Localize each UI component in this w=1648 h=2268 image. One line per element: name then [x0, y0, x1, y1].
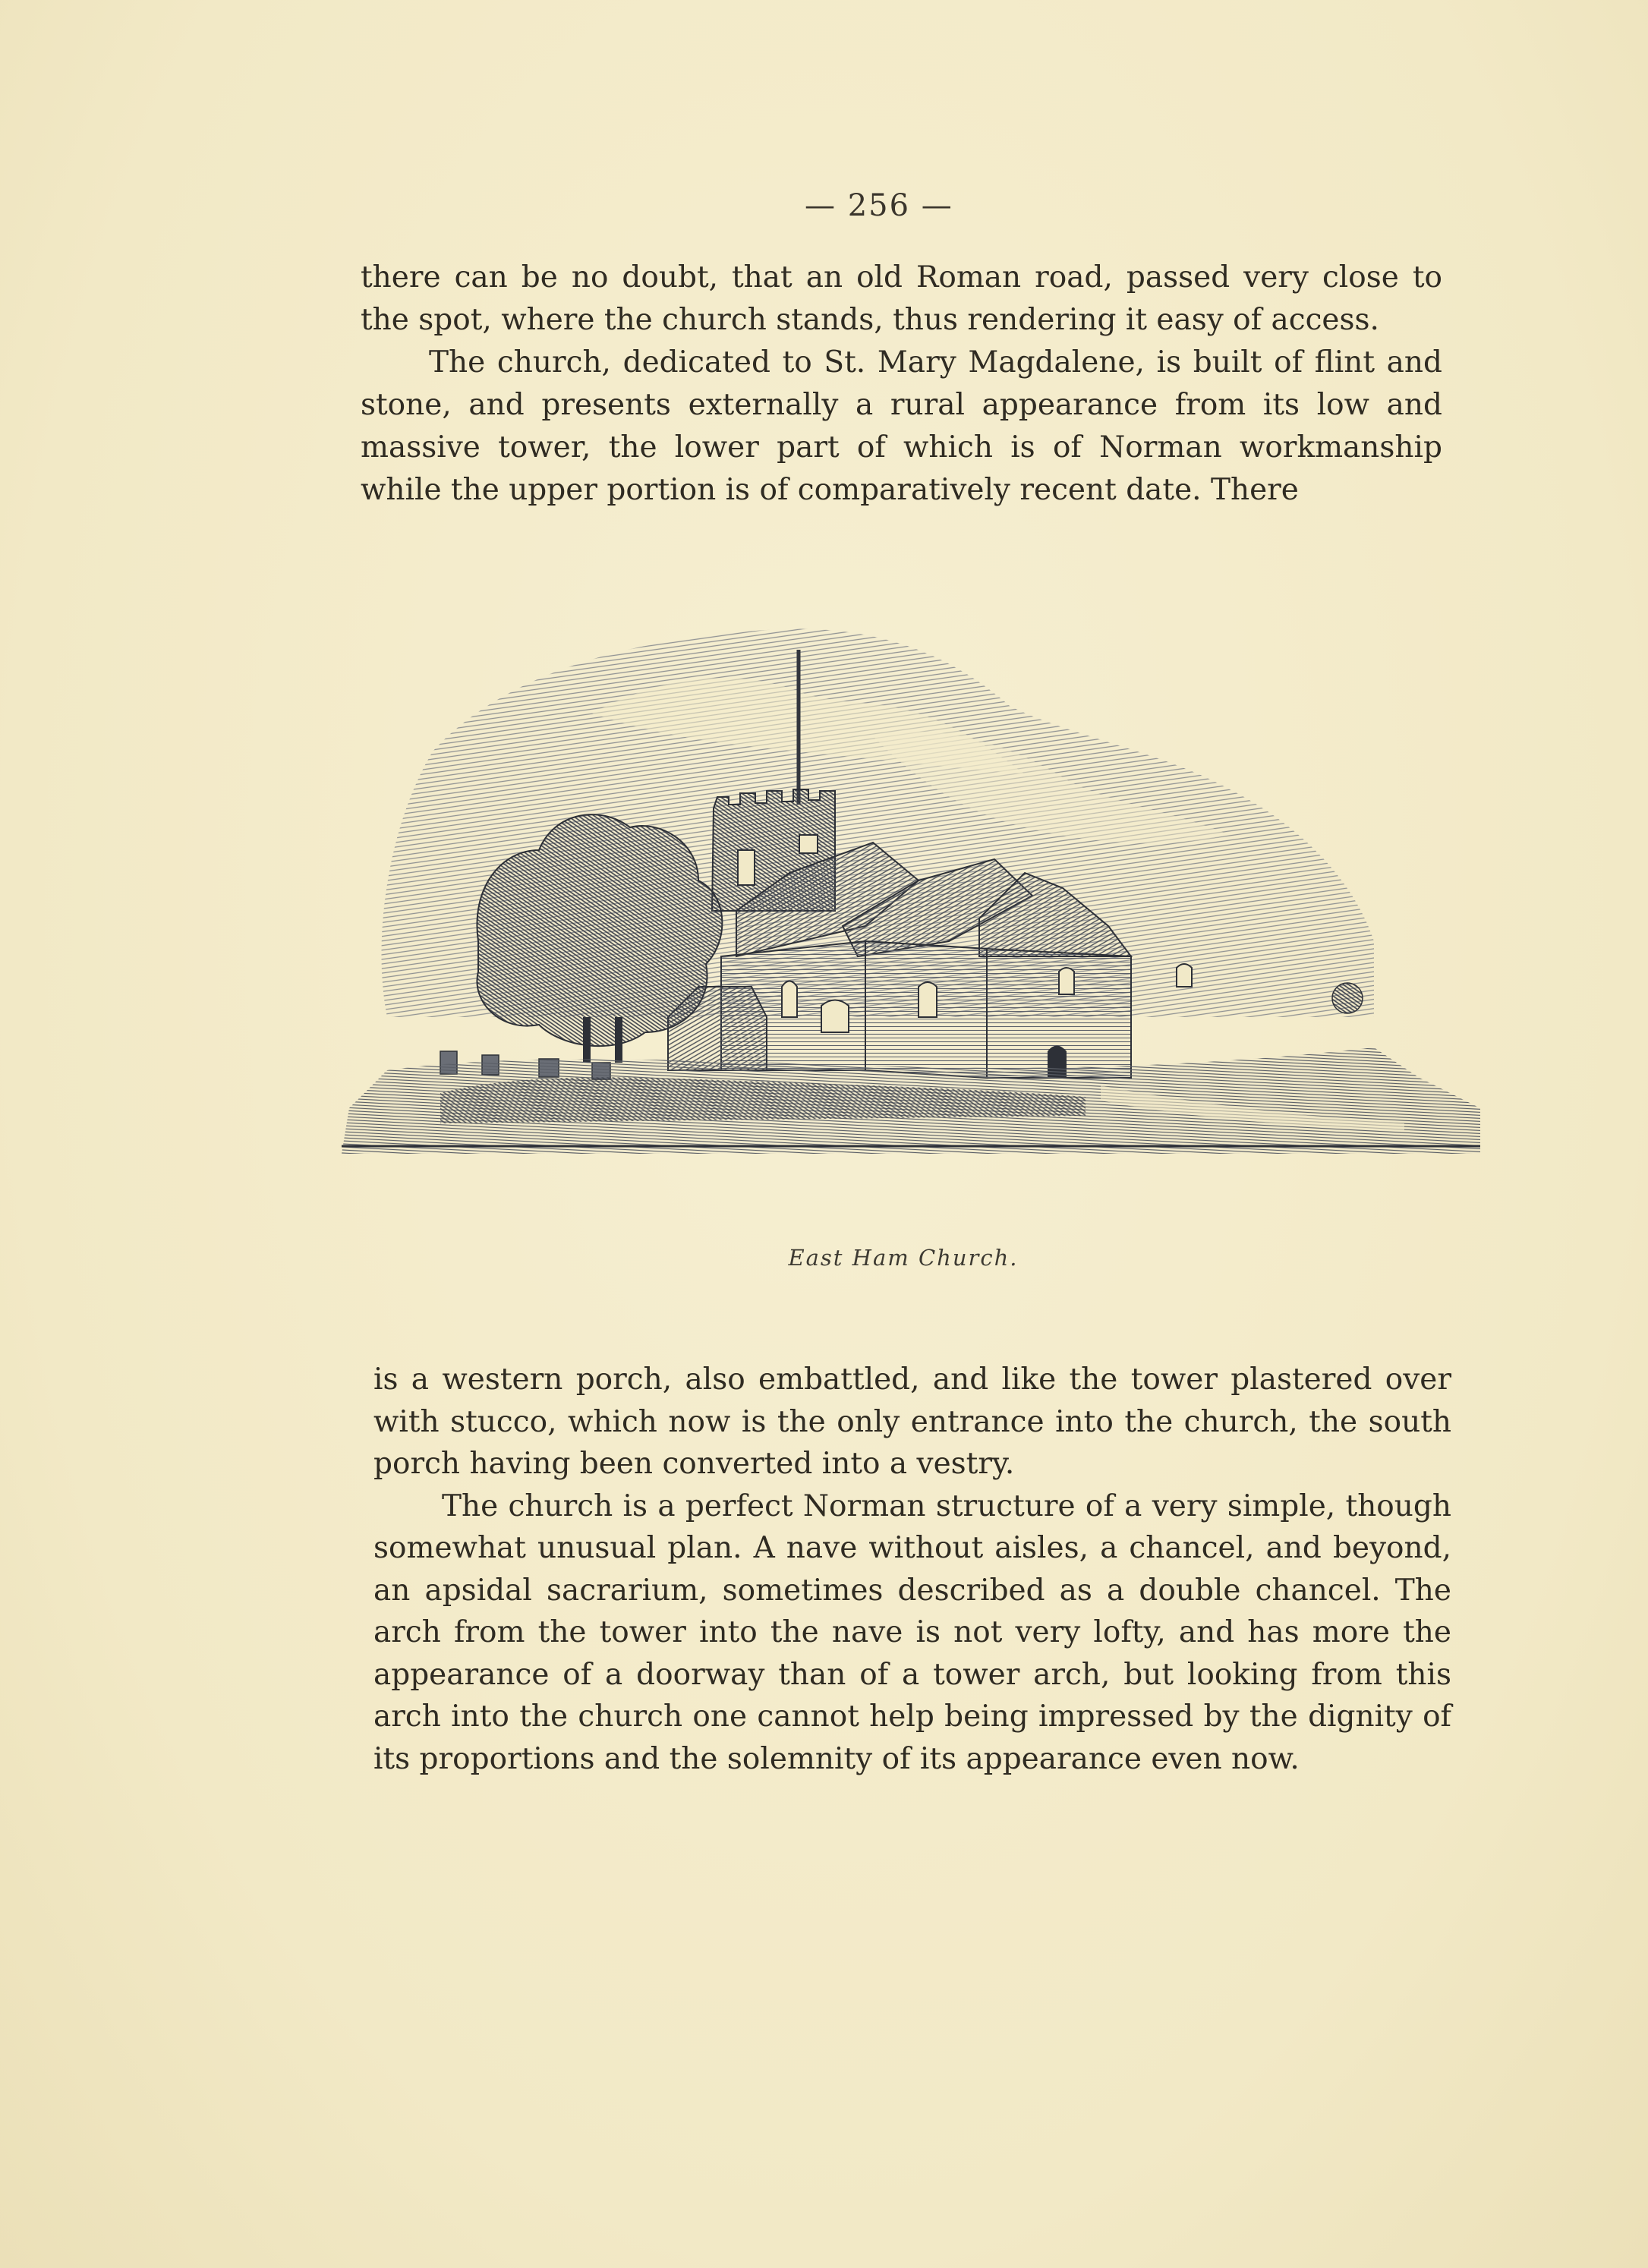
paragraph-church-dedication: The church, dedicated to St. Mary Magdalene, is built of flint and stone, and presents externally a rural appearance from its low and massive tower, the lower part of which is of Norman workmanship while the upper portion is of comparatively recent date. There — [361, 345, 1442, 507]
paragraph-western-porch: is a western porch, also embattled, and like the tower plastered over with stucco, which now is the only entrance into the church, the south porch having been converted into a vestry. — [373, 1362, 1451, 1481]
text-block-top — [361, 257, 1442, 512]
illustration-caption: East Ham Church. — [788, 1245, 1019, 1271]
paragraph-continued: there can be no doubt, that an old Roman road, passed very close to the spot, where the church stands, thus rendering it easy of access. — [361, 260, 1442, 337]
distant-tree — [1332, 983, 1363, 1013]
text-block-bottom — [373, 1359, 1451, 1780]
church-engraving-icon — [342, 622, 1488, 1237]
page-number: — 256 — — [805, 188, 953, 223]
paragraph-norman-structure: The church is a perfect Norman structure of a very simple, though somewhat unusual plan. A nave without aisles, a chancel, and beyond, an apsidal sacrarium, sometimes described as a double chancel. The arch from the tower into the nave is not very lofty, and has more the appearance of a doorway than of a tower arch, but looking from this arch into the church one cannot help being impressed by the dignity of its proportions and the solemnity of its appearance even now. — [373, 1488, 1451, 1776]
